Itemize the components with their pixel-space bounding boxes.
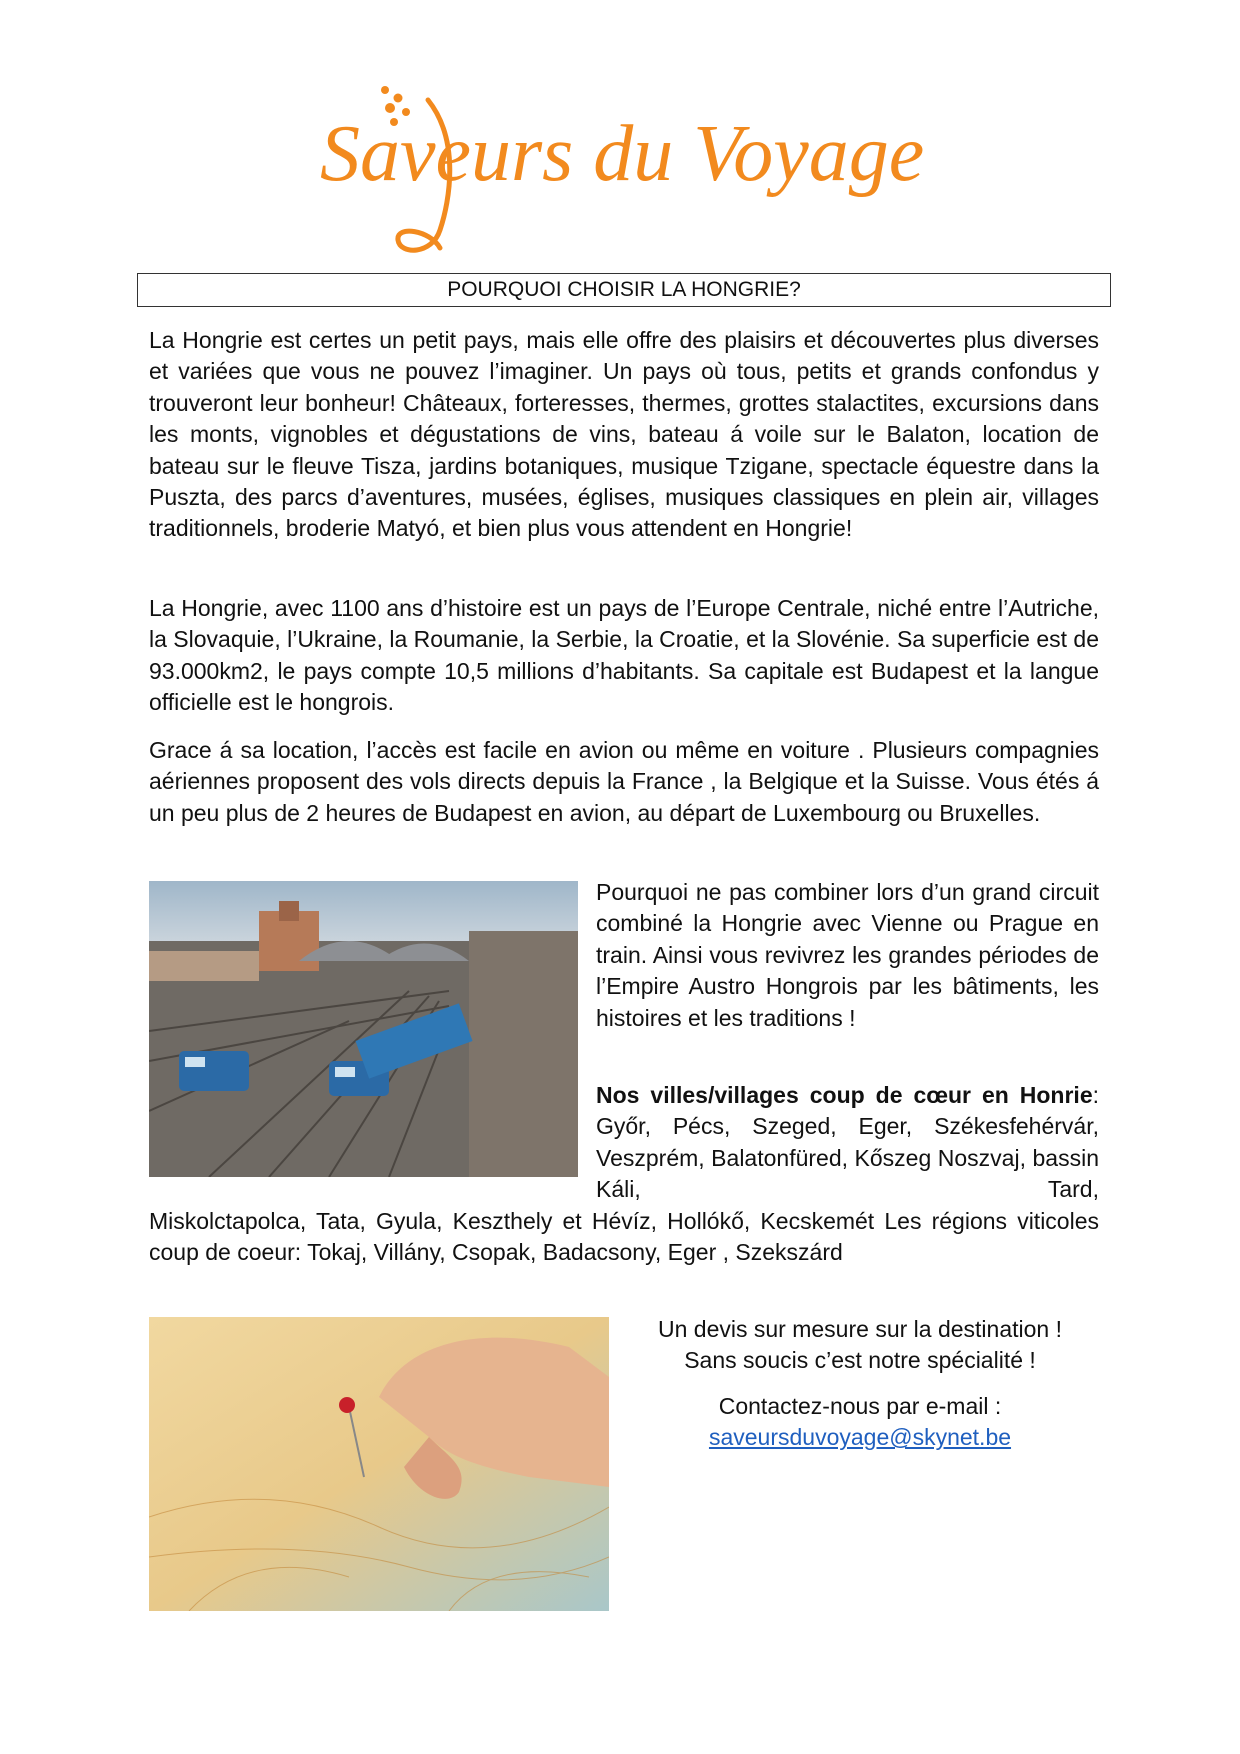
quote-line-2: Sans soucis c’est notre spécialité ! — [684, 1347, 1036, 1374]
logo-text: Saveurs du Voyage — [320, 110, 925, 198]
access-paragraph: Grace á sa location, l’accès est facile en avion ou même en voiture . Plusieurs compagnies aériennes proposent des vols directs depuis la France , la Belgique et la Suisse. Vous étés á un peu plus de 2 heures de Budapest en avion, au départ de Luxembourg ou Bruxelles. — [149, 737, 1099, 826]
map-pin-photo — [149, 1317, 609, 1611]
train-station-photo — [149, 881, 578, 1177]
contact-label: Contactez-nous par e-mail : — [718, 1393, 1002, 1419]
page-title: POURQUOI CHOISIR LA HONGRIE? — [137, 273, 1111, 307]
contact-block — [620, 1391, 1100, 1454]
intro-paragraph: La Hongrie est certes un petit pays, mais elle offre des plaisirs et découvertes plus diverses et variées que vous ne pouvez l’imaginer. Un pays où tous, petits et grands confondus y trouveront leur bonheur! Châteaux, forteresses, thermes, grottes stalactites, excursions dans les monts, vignobles et dégustations de vins, bateau á voile sur le Balaton, location de bateau sur le fleuve Tisza, jardins botaniques, musique Tzigane, spectacle équestre dans la Puszta, des parcs d’aventures, musées, églises, musiques classiques en plein air, villages traditionnels, broderie Matyó, et bien plus vous attendent en Hongrie! — [149, 327, 1099, 542]
favorites-paragraph — [596, 1080, 1099, 1206]
brand-logo — [320, 80, 930, 265]
combine-paragraph: Pourquoi ne pas combiner lors d’un grand circuit combiné la Hongrie avec Vienne ou Prague en train. Ainsi vous revivrez les grandes périodes de l’Empire Austro Hongrois par les bâtiments, les histoires et les traditions ! — [596, 879, 1099, 1031]
email-link[interactable]: saveursduvoyage@skynet.be — [708, 1424, 1012, 1451]
quote-line-1: Un devis sur mesure sur la destination ! — [658, 1316, 1062, 1342]
favorites-heading: Nos villes/villages coup de cœur en Honrie — [596, 1082, 1093, 1108]
quote-offer — [620, 1314, 1100, 1377]
favorites-continued: Miskolctapolca, Tata, Gyula, Keszthely et Hévíz, Hollókő, Kecskemét Les régions viticoles coup de coeur: Tokaj, Villány, Csopak, Badacsony, Eger , Szekszárd — [149, 1208, 1099, 1266]
favorites-list: : Győr, Pécs, Szeged, Eger, Székesfehérvár, Veszprém, Balatonfüred, Kőszeg Noszvaj, bassin Káli, Tard, — [596, 1082, 1099, 1203]
history-paragraph: La Hongrie, avec 1100 ans d’histoire est un pays de l’Europe Centrale, niché entre l’Autriche, la Slovaquie, l’Ukraine, la Roumanie, la Serbie, la Croatie, et la Slovénie. Sa superficie est de 93.000km2, le pays compte 10,5 millions d’habitants. Sa capitale est Budapest et la langue officielle est le hongrois. — [149, 595, 1099, 716]
